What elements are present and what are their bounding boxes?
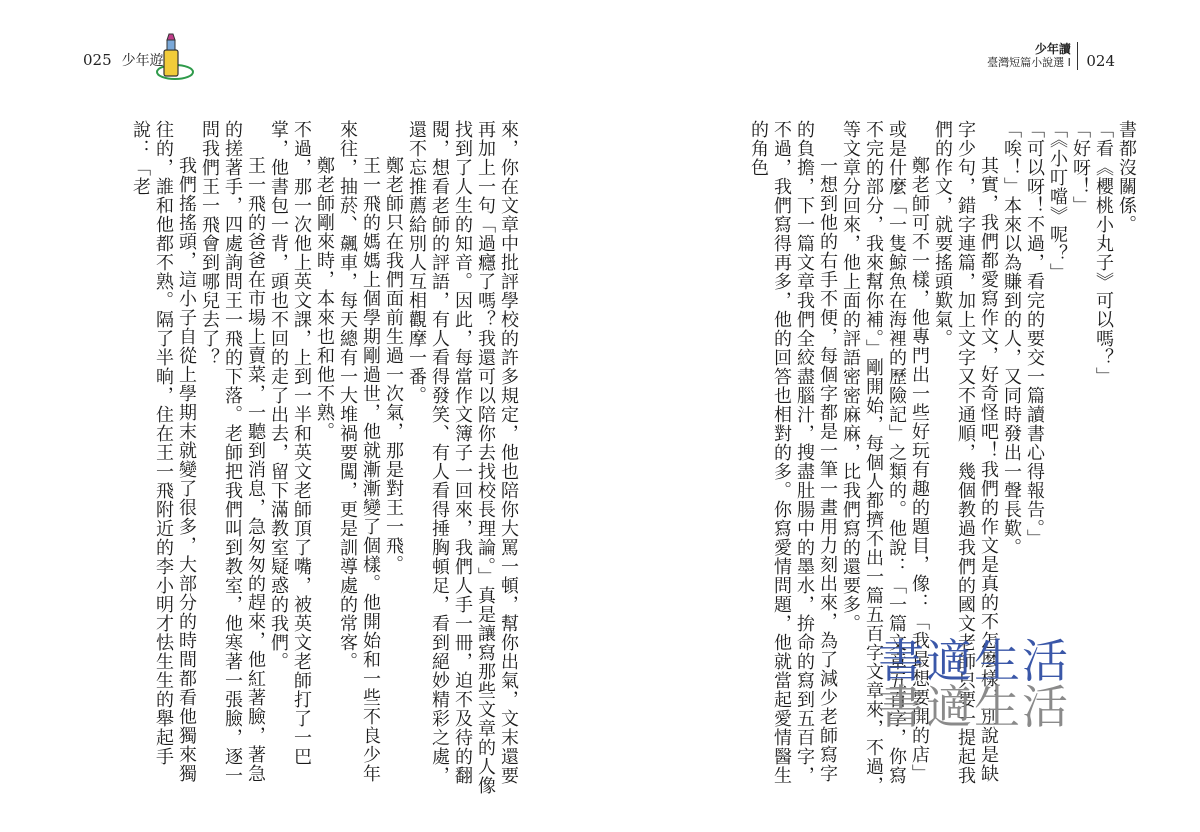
series-name: 少年讀: [1034, 42, 1071, 56]
paragraph: 一想到他的右手不便，每個字都是一筆一畫用力刻出來，為了減少老師寫字的負擔，下一篇文章我們全絞盡腦汁，搜盡肚腸中的墨水，拚命的寫到五百字，不過，我們寫得再多，他的回答也相對的多。你寫愛情問題，他就當起愛情醫生的角色: [748, 120, 838, 785]
right-page-header: [987, 42, 1115, 70]
watermark-primary: 書適生活: [878, 634, 1070, 688]
bottle-logo-icon: [155, 32, 195, 82]
paragraph: 鄭老師可不一樣，他專門出一些好玩有趣的題目，像：「我最想要開的店」或是什麼「一隻鯨魚在海裡的歷險記」之類的。他說：「一篇文章五百字，你寫不完的部分，我來幫你補。」剛開始，每個人都擠不出一篇五百字文章來，不過，等文章分回來，他上面的評語密密麻麻，比我們寫的還要多。: [840, 120, 930, 795]
paragraph: 「《小叮噹》呢？」: [1047, 120, 1068, 282]
watermark-shadow: 書適生活: [878, 680, 1070, 734]
paragraph: 不過，那一次他上英文課，上到一半和英文老師頂了嘴，被英文老師打了一巴掌，他書包一背，頭也不回的走了出去，留下滿教室疑惑的我們。: [268, 120, 312, 766]
paragraph: 我們搖搖頭，這小子自從上學期末就變了很多，大部分的時間都看他獨來獨往的，誰和他都不熟。隔了半晌，住在王一飛附近的李小明才怯生生的舉起手說：「老: [130, 120, 197, 783]
paragraph: 「唉！」本來以為賺到的人，又同時發出一聲長歎。: [1001, 120, 1022, 557]
left-page-header: [83, 50, 164, 70]
paragraph: 鄭老師只在我們面前生過一次氣，那是對王一飛。: [383, 156, 404, 574]
paragraph: 王一飛的媽媽上個學期剛過世，他就漸漸變了個樣。他開始和一些不良少年來往，抽菸、飆車，每天總有一大堆禍要闖，更是訓導處的常客。: [337, 120, 381, 783]
paragraph: 鄭老師剛來時，本來也和他不熟。: [314, 156, 335, 441]
book-title: 少年遊: [121, 53, 164, 69]
series-subtitle: 臺灣短篇小說選 I: [987, 56, 1071, 69]
paragraph: 其實，我們都愛寫作文，好奇怪吧！我們的作文是真的不怎麼樣，別說是缺字少句，錯字連篇，加上文字又不通順，幾個教過我們的國文老師只要一提起我們的作文，就要搖頭歎氣。: [932, 120, 999, 785]
header-divider: [1077, 42, 1079, 70]
left-page-number: 025: [83, 51, 112, 69]
paragraph: 書都沒關係。: [1116, 120, 1137, 234]
left-page-body: [80, 120, 520, 800]
paragraph: 王一飛的爸爸在市場上賣菜，一聽到消息，急匆匆的趕來，他紅著臉，著急的搓著手，四處詢問王一飛的下落。老師把我們叫到教室，他寒著一張臉，逐一問我們王一飛會到哪兒去了？: [199, 120, 266, 785]
paragraph: 「好呀！」: [1070, 120, 1091, 215]
paragraph: 來，你在文章中批評學校的許多規定，他也陪你大罵一頓，幫你出氣，文末還要再加上一句「過癮了嗎？我還可以陪你去找校長理論。」真是讓寫那些文章的人像找到了人生的知音。因此，每當作文簿子一回來，我們人手一冊，迫不及待的翻閱，想看老師的評語，有人看得發笑、有人看得捶胸頓足，看到絕妙精彩之處，還不忘推薦給別人互相觀摩一番。: [406, 120, 519, 795]
paragraph: 「看《櫻桃小丸子》可以嗎？」: [1093, 120, 1114, 386]
watermark: [878, 625, 1070, 734]
right-page-number: 024: [1086, 52, 1115, 70]
paragraph: 「可以呀！不過，看完的要交一篇讀書心得報告。」: [1024, 120, 1045, 548]
